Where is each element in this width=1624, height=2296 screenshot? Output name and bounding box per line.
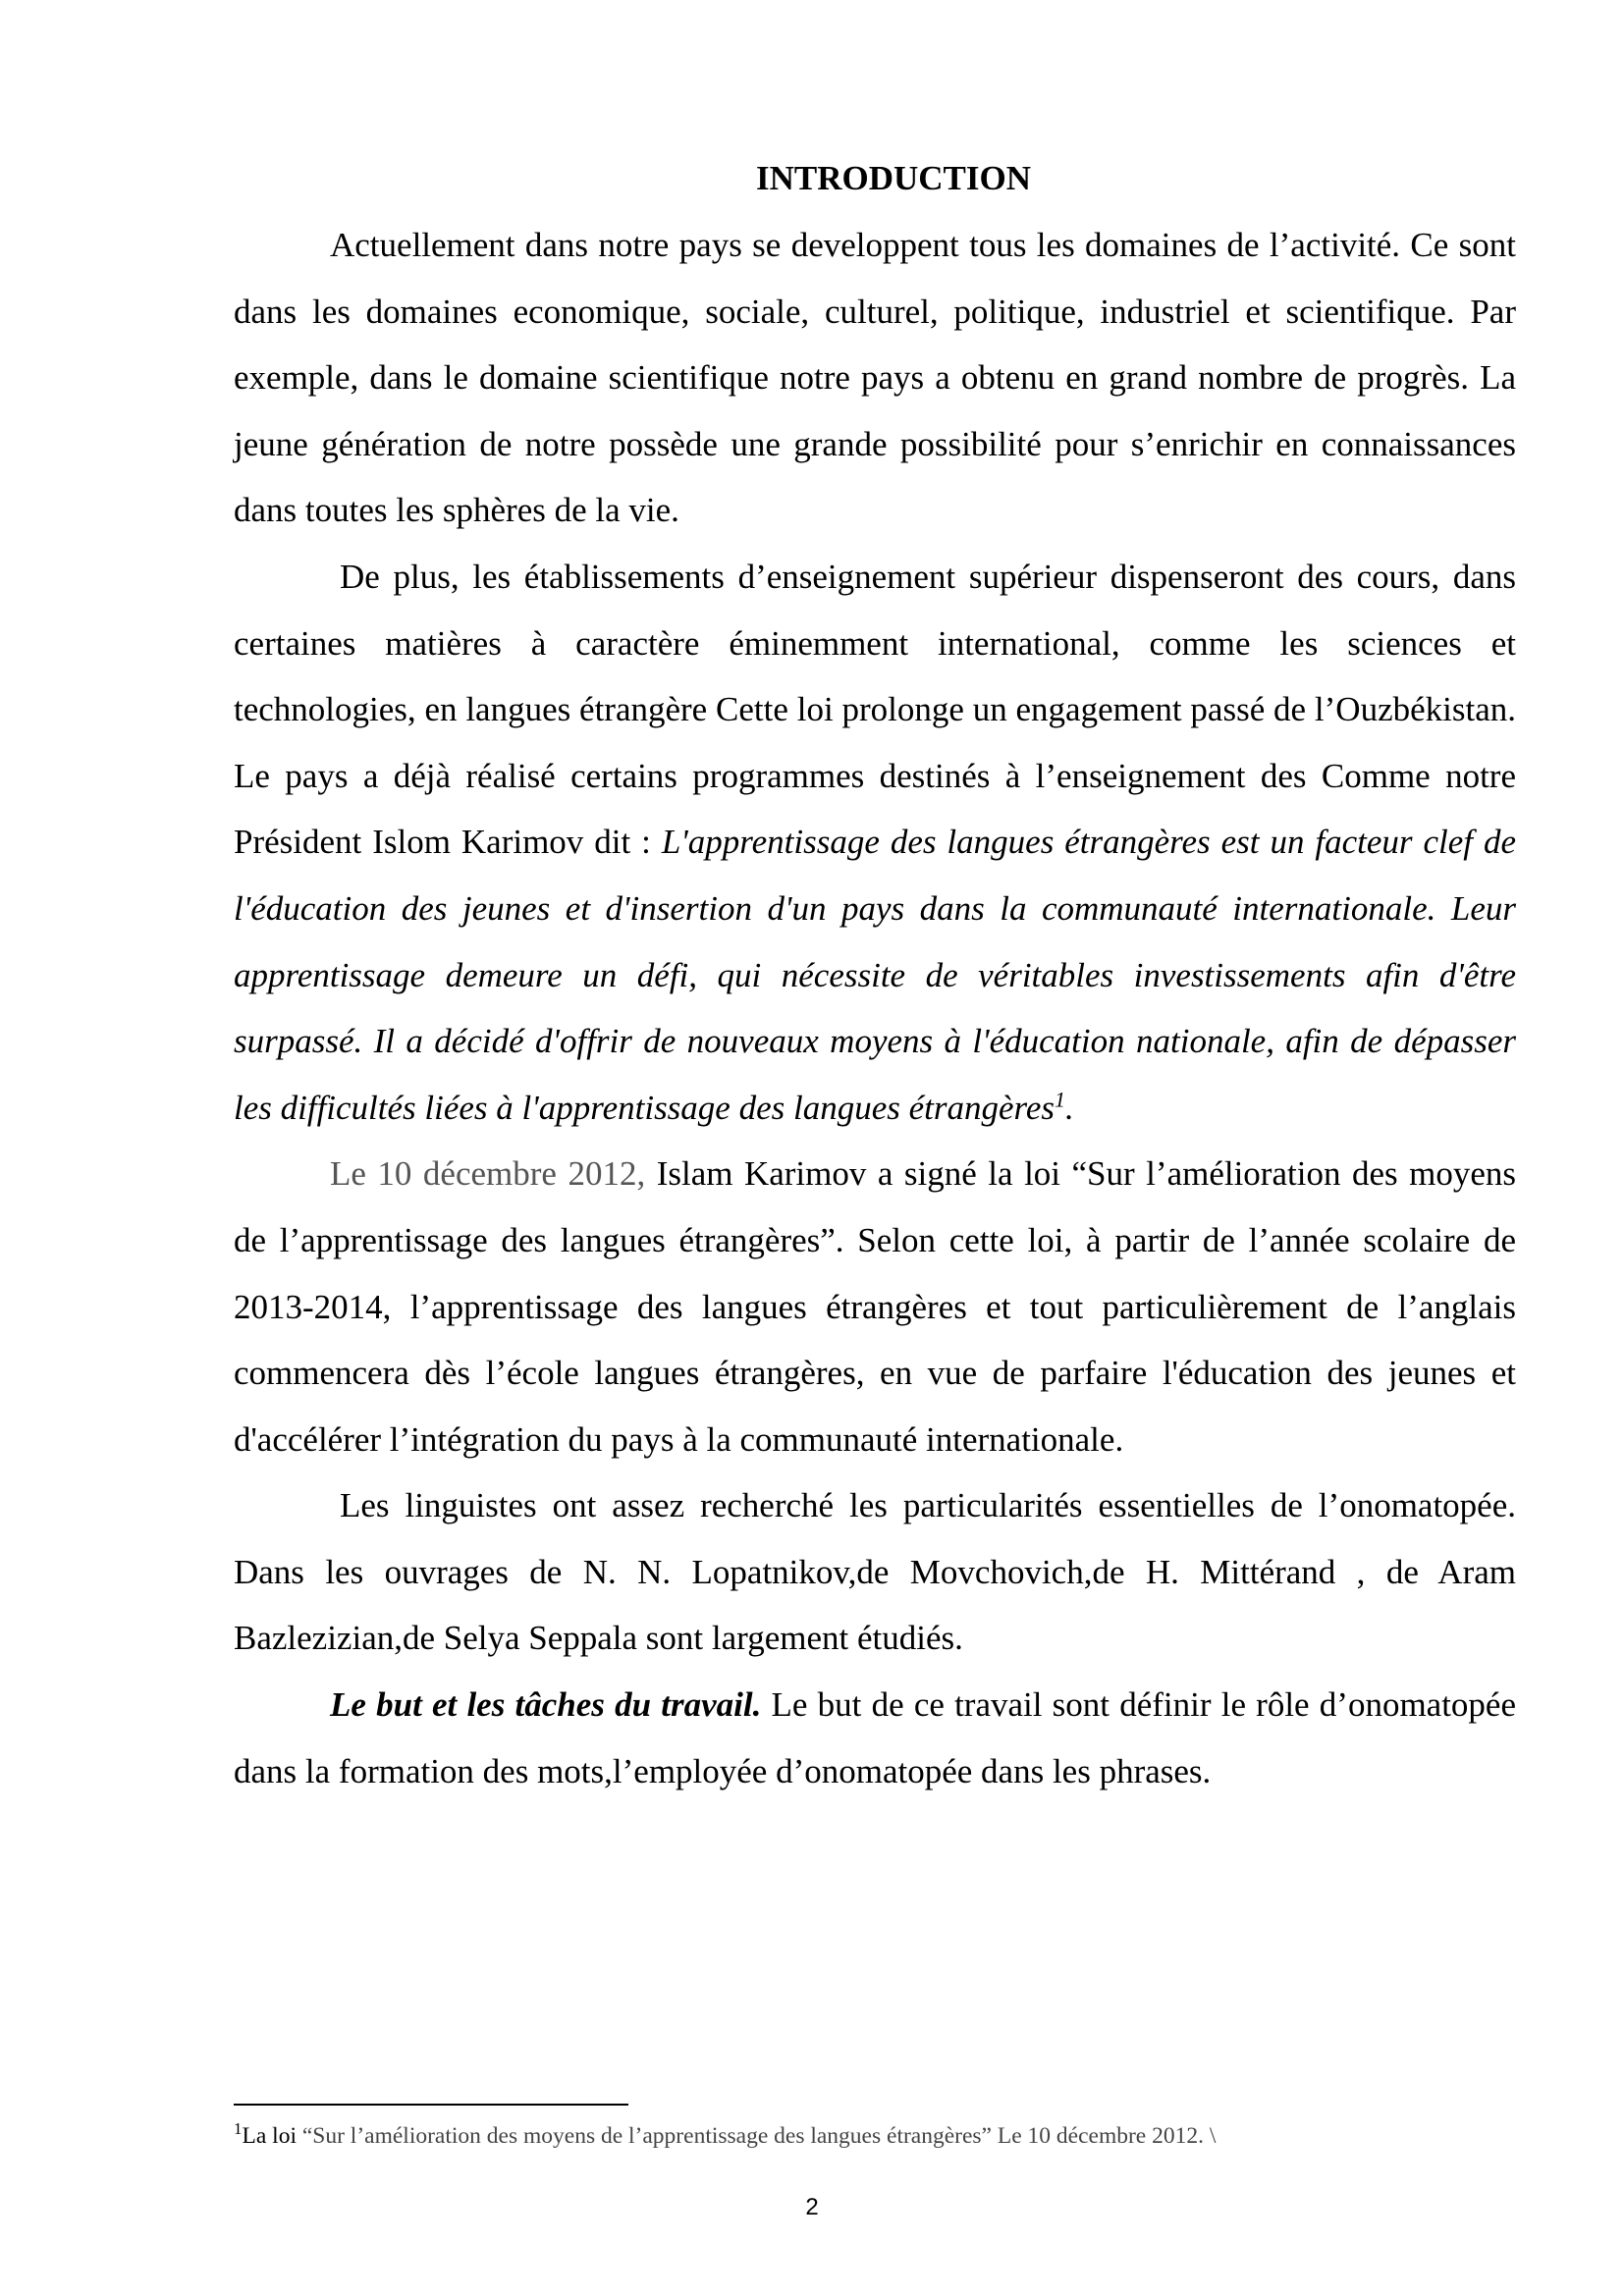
quote-end: . [1065,1088,1074,1127]
paragraph-3 [234,1141,1516,1472]
paragraph-5-text: Le but de ce travail sont définir le rôle d’onomatopée dans la formation des mots,l’employée d’onomatopée dans les phrases. [234,1685,1516,1790]
footnote-reference: 1 [1055,1087,1066,1112]
body-text [234,147,1516,1804]
footnote [234,2120,1516,2152]
paragraph-4: Les linguistes ont assez recherché les particularités essentielles de l’onomatopée. Dans les ouvrages de N. N. Lopatnikov,de Movchovich,de H. Mittérand , de Aram Bazlezizian,de Selya Seppala sont largement étudiés. [234,1486,1516,1658]
page-title: INTRODUCTION [755,159,1032,197]
president-quote: L'apprentissage des langues étrangères est un facteur clef de l'éducation des jeunes et d'insertion d'un pays dans la communauté internationale. Leur apprentissage demeure un défi, qui nécessite de véritables investissements afin d'être surpassé. Il a décidé d'offrir de nouveaux moyens à l'éducation nationale, afin de dépasser les difficultés liées à l'apprentissage des langues étrangères [234,823,1516,1127]
paragraph-2-text: De plus, les établissements d’enseignement supérieur dispenseront des cours, dans certaines matières à caractère éminemment international, comme les sciences et technologies, en langues étrangère Cette loi prolonge un engagement passé de l’Ouzbékistan. Le pays a déjà réalisé certains programmes destinés à l’enseignement des Comme notre Président Islom Karimov dit : [234,557,1516,862]
page-number: 2 [805,2194,819,2220]
section-heading-goal: Le but et les tâches du travail. [330,1685,762,1725]
paragraph-3-text: Islam Karimov a signé la loi “Sur l’amélioration des moyens de l’apprentissage des langues étrangères”. Selon cette loi, à partir de l’année scolaire de 2013-2014, l’apprentissage des langues étrangères et tout particulièrement de l’anglais commencera dès l’école langues étrangères, en vue de parfaire l'éducation des jeunes et d'accélérer l’intégration du pays à la communauté internationale. [234,1154,1516,1459]
footnote-text-a: La loi [242,2123,302,2149]
paragraph-2 [234,544,1516,1141]
footnote-number: 1 [234,2119,243,2139]
law-date: Le 10 décembre 2012, [330,1154,657,1194]
footnote-text-b: “Sur l’amélioration des moyens de l’apprentissage des langues étrangères” Le 10 décembre 2012. \ [301,2123,1217,2149]
paragraph-5 [234,1672,1516,1804]
paragraph-1: Actuellement dans notre pays se developpent tous les domaines de l’activité. Ce sont dans les domaines economique, sociale, culturel, politique, industriel et scientifique. Par exemple, dans le domaine scientifique notre pays a obtenu en grand nombre de progrès. La jeune génération de notre possède une grande possibilité pour s’enrichir en connaissances dans toutes les sphères de la vie. [234,226,1516,530]
footnote-separator [234,2104,628,2106]
